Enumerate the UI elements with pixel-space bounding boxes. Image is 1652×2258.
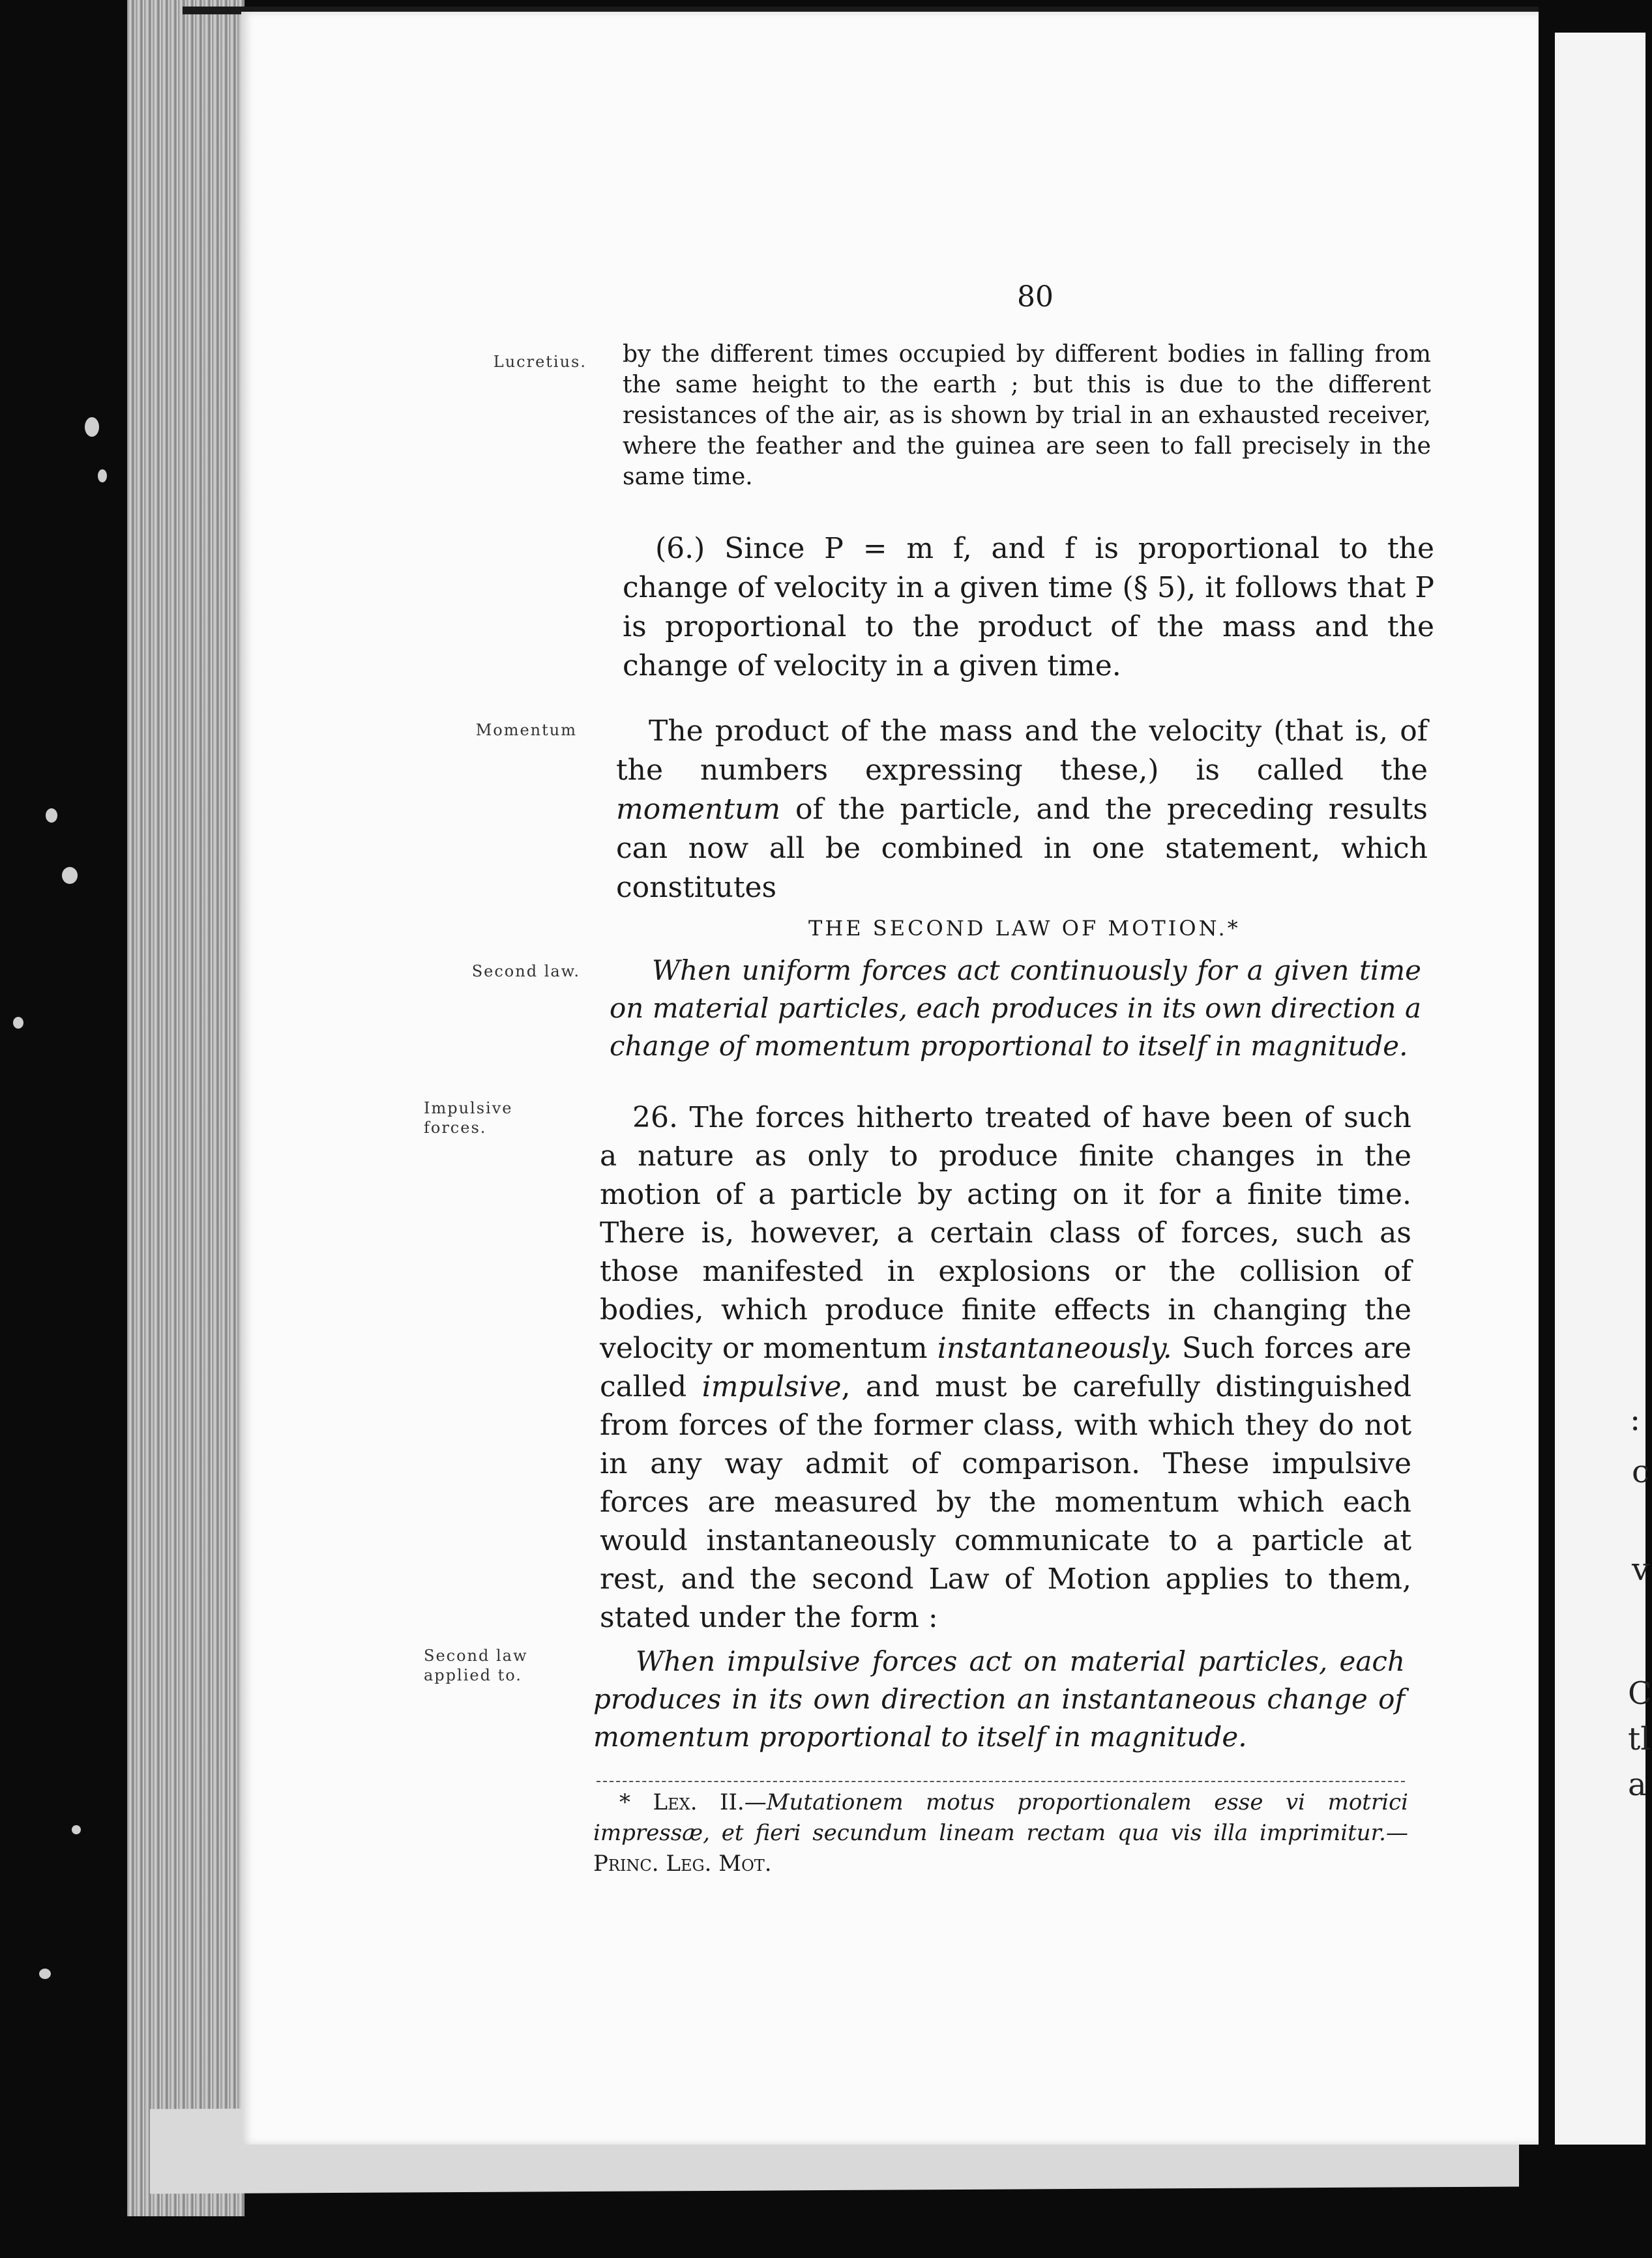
momentum-term: momentum: [616, 793, 781, 826]
footnote: [593, 1787, 1408, 1879]
facing-page-text: v: [1632, 1551, 1650, 1588]
footnote-source: — Princ. Leg. Mot.: [593, 1820, 1408, 1877]
paragraph-momentum: [616, 712, 1428, 907]
paragraph-26-text: 26. The forces hitherto treated of have been of such a nature as only to produce finite changes in the motion of a particle by acting on it for a finite time. There is, however, a certain class of forces, such as those manifested in explosions or the collision of bodies, which produce finite effects in changing the velocity or momentum: [600, 1101, 1411, 1365]
page-number: 80: [1017, 280, 1054, 314]
book-page-edges: [127, 0, 244, 2216]
margin-note-lucretius: Lucretius.: [493, 353, 587, 371]
momentum-text: of the particle, and the preceding results can now all be combined in one statement, which constitutes: [616, 793, 1428, 904]
margin-note-impulsive-forces: Impulsive forces.: [424, 1099, 513, 1137]
paragraph-26-emphasis: impulsive: [701, 1370, 842, 1403]
footnote-divider: [597, 1781, 1405, 1782]
facing-page-text: C: [1628, 1675, 1652, 1712]
impulsive-law-statement: When impulsive forces act on material particles, each produces in its own direction an instantaneous change of momentum proportional to itself in magnitude.: [593, 1645, 1405, 1753]
margin-note-second-law-applied: Second law applied to.: [424, 1647, 528, 1684]
scan-speck: [39, 1969, 51, 1979]
facing-page-text: tl: [1628, 1721, 1651, 1757]
paragraph-lucretius: by the different times occupied by different bodies in falling from the same height to the earth ; but this is due to the different resistances of the air, as is shown by trial in an exhausted receiver, where the feather and the guinea are seen to fall precisely in the same time.: [623, 341, 1431, 490]
scan-speck: [98, 469, 107, 482]
momentum-text: The product of the mass and the velocity (that is, of the numbers expressing these,) is called the: [616, 714, 1428, 787]
facing-page-text: :: [1630, 1401, 1641, 1438]
paragraph-section-six: (6.) Since P = m f, and f is proportional to the change of velocity in a given time (§ 5), it follows that P is proportional to the product of the mass and the change of velocity in a given time.: [623, 532, 1434, 682]
margin-note-second-law: Second law.: [471, 962, 580, 980]
scan-speck: [85, 417, 99, 437]
scan-speck: [13, 1017, 23, 1029]
second-law-statement: When uniform forces act continuously for a given time on material particles, each produces in its own direction a change of momentum proportional to itself in magnitude.: [610, 954, 1421, 1062]
footnote-latin: Mutationem motus proportionalem esse vi motrici impressæ, et fieri secundum lineam rectam qua vis illa imprimitur.: [593, 1789, 1408, 1846]
facing-page-fragment: [1555, 33, 1652, 2145]
scan-speck: [62, 867, 78, 884]
scan-speck: [72, 1825, 81, 1834]
footnote-lead: * Lex. II.—: [619, 1789, 767, 1815]
facing-page-text: a: [1628, 1767, 1647, 1803]
facing-page-text: c: [1632, 1454, 1649, 1490]
paragraph-26-text: Such forces are called: [600, 1332, 1411, 1403]
margin-note-momentum: Momentum: [475, 721, 577, 739]
scan-speck: [46, 808, 57, 823]
paragraph-26-emphasis: instantaneously.: [937, 1332, 1172, 1365]
paragraph-26-text: , and must be carefully distinguished from forces of the former class, with which they do not in any way admit of comparison. These impulsive forces are measured by the momentum which each would instantaneously communicate to a particle at rest, and the second Law of Motion applies to them, stated under the form :: [600, 1370, 1411, 1634]
paragraph-26: [600, 1098, 1411, 1637]
section-heading: THE SECOND LAW OF MOTION.*: [808, 916, 1241, 941]
